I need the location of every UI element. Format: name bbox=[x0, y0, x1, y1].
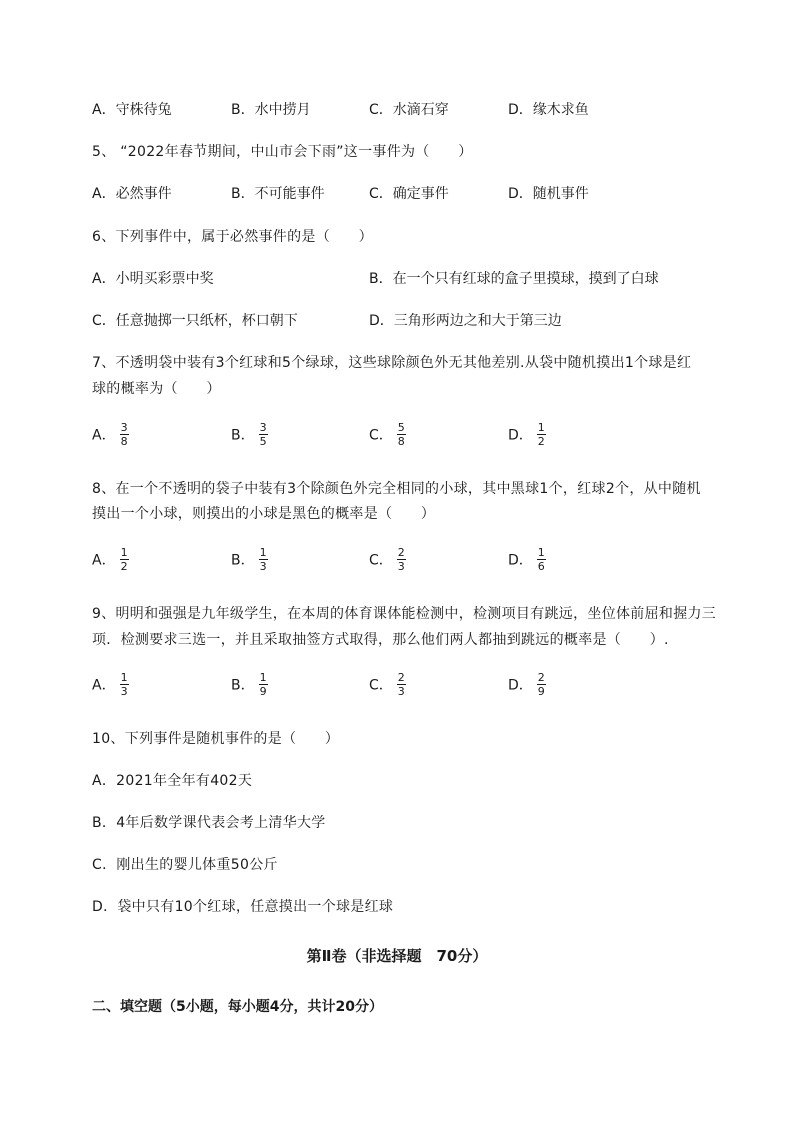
numerator: 1 bbox=[259, 671, 267, 684]
option-label: C． bbox=[369, 427, 393, 444]
option-label: C． bbox=[369, 552, 393, 569]
q6-option-b: B．在一个只有红球的盒子里摸球，摸到了白球 bbox=[369, 271, 659, 287]
q8-option-a bbox=[92, 546, 129, 573]
q10-option-d: D．袋中只有10个红球，任意摸出一个球是红球 bbox=[92, 899, 394, 915]
q9-option-b bbox=[231, 671, 268, 698]
numerator: 2 bbox=[537, 671, 545, 684]
numerator: 2 bbox=[397, 671, 405, 684]
numerator: 1 bbox=[120, 546, 128, 559]
q10-option-c: C．刚出生的婴儿体重50公斤 bbox=[92, 857, 278, 873]
denominator: 5 bbox=[259, 435, 267, 448]
fraction bbox=[397, 421, 406, 448]
denominator: 3 bbox=[120, 685, 128, 698]
denominator: 8 bbox=[120, 435, 128, 448]
q10-stem: 10、下列事件是随机事件的是（ ） bbox=[92, 731, 340, 747]
q8-stem-line1: 8、在一个不透明的袋子中装有3个除颜色外完全相同的小球，其中黑球1个，红球2个，从中随机 bbox=[92, 481, 701, 497]
option-label: B． bbox=[231, 427, 255, 444]
q10-option-a: A．2021年全年有402天 bbox=[92, 773, 253, 789]
q7-option-b bbox=[231, 421, 268, 448]
q8-option-b bbox=[231, 546, 268, 573]
numerator: 1 bbox=[537, 546, 545, 559]
part2-title: 第Ⅱ卷（非选择题 70分） bbox=[306, 947, 488, 965]
q6-option-c: C．任意抛掷一只纸杯，杯口朝下 bbox=[92, 313, 298, 329]
q8-stem-line2: 摸出一个小球，则摸出的小球是黑色的概率是（ ） bbox=[92, 506, 436, 522]
fraction bbox=[537, 671, 546, 698]
fraction bbox=[120, 421, 129, 448]
option-label: A． bbox=[92, 427, 116, 444]
q10-option-b: B．4年后数学课代表会考上清华大学 bbox=[92, 815, 326, 831]
numerator: 1 bbox=[120, 671, 128, 684]
option-label: B． bbox=[231, 552, 255, 569]
q5-stem: 5、 “2022年春节期间，中山市会下雨”这一事件为（ ） bbox=[92, 144, 473, 160]
option-label: A． bbox=[92, 677, 116, 694]
q7-stem-line1: 7、不透明袋中装有3个红球和5个绿球，这些球除颜色外无其他差别.从袋中随机摸出1个球是红 bbox=[92, 355, 692, 371]
q9-stem-line1: 9、明明和强强是九年级学生，在本周的体育课体能检测中，检测项目有跳远，坐位体前屈和握力三 bbox=[92, 606, 717, 622]
denominator: 3 bbox=[397, 685, 405, 698]
denominator: 6 bbox=[537, 560, 545, 573]
q4-option-c: C．水滴石穿 bbox=[369, 102, 449, 118]
numerator: 1 bbox=[259, 546, 267, 559]
fraction bbox=[537, 546, 546, 573]
denominator: 3 bbox=[259, 560, 267, 573]
fraction bbox=[397, 546, 406, 573]
q4-option-a: A．守株待兔 bbox=[92, 102, 172, 118]
option-label: D． bbox=[508, 677, 533, 694]
numerator: 1 bbox=[537, 421, 545, 434]
option-label: D． bbox=[508, 552, 533, 569]
section2-heading: 二、填空题（5小题，每小题4分，共计20分） bbox=[92, 999, 383, 1015]
q8-option-d bbox=[508, 546, 546, 573]
q7-option-d bbox=[508, 421, 546, 448]
q7-option-c bbox=[369, 421, 406, 448]
option-label: A． bbox=[92, 552, 116, 569]
denominator: 9 bbox=[259, 685, 267, 698]
fraction bbox=[259, 671, 268, 698]
q5-option-b: B．不可能事件 bbox=[231, 186, 325, 202]
option-label: B． bbox=[231, 677, 255, 694]
denominator: 2 bbox=[537, 435, 545, 448]
q7-option-a bbox=[92, 421, 129, 448]
option-label: D． bbox=[508, 427, 533, 444]
numerator: 3 bbox=[259, 421, 267, 434]
q9-stem-line2: 项．检测要求三选一，并且采取抽签方式取得，那么他们两人都抽到跳远的概率是（ ）. bbox=[92, 632, 669, 648]
q7-stem-line2: 球的概率为（ ） bbox=[92, 381, 221, 397]
denominator: 3 bbox=[397, 560, 405, 573]
q4-option-d: D．缘木求鱼 bbox=[508, 102, 589, 118]
q5-option-d: D．随机事件 bbox=[508, 186, 589, 202]
fraction bbox=[259, 546, 268, 573]
fraction bbox=[537, 421, 546, 448]
q9-option-d bbox=[508, 671, 546, 698]
q6-stem: 6、下列事件中，属于必然事件的是（ ） bbox=[92, 229, 373, 245]
q6-option-d: D．三角形两边之和大于第三边 bbox=[369, 313, 562, 329]
denominator: 8 bbox=[397, 435, 405, 448]
numerator: 2 bbox=[397, 546, 405, 559]
q5-option-a: A．必然事件 bbox=[92, 186, 172, 202]
denominator: 2 bbox=[120, 560, 128, 573]
q6-option-a: A．小明买彩票中奖 bbox=[92, 271, 214, 287]
option-label: C． bbox=[369, 677, 393, 694]
q9-option-c bbox=[369, 671, 406, 698]
fraction bbox=[397, 671, 406, 698]
fraction bbox=[259, 421, 268, 448]
denominator: 9 bbox=[537, 685, 545, 698]
q8-option-c bbox=[369, 546, 406, 573]
numerator: 5 bbox=[397, 421, 405, 434]
q9-option-a bbox=[92, 671, 129, 698]
fraction bbox=[120, 671, 129, 698]
numerator: 3 bbox=[120, 421, 128, 434]
q5-option-c: C．确定事件 bbox=[369, 186, 449, 202]
fraction bbox=[120, 546, 129, 573]
q4-option-b: B．水中捞月 bbox=[231, 102, 311, 118]
